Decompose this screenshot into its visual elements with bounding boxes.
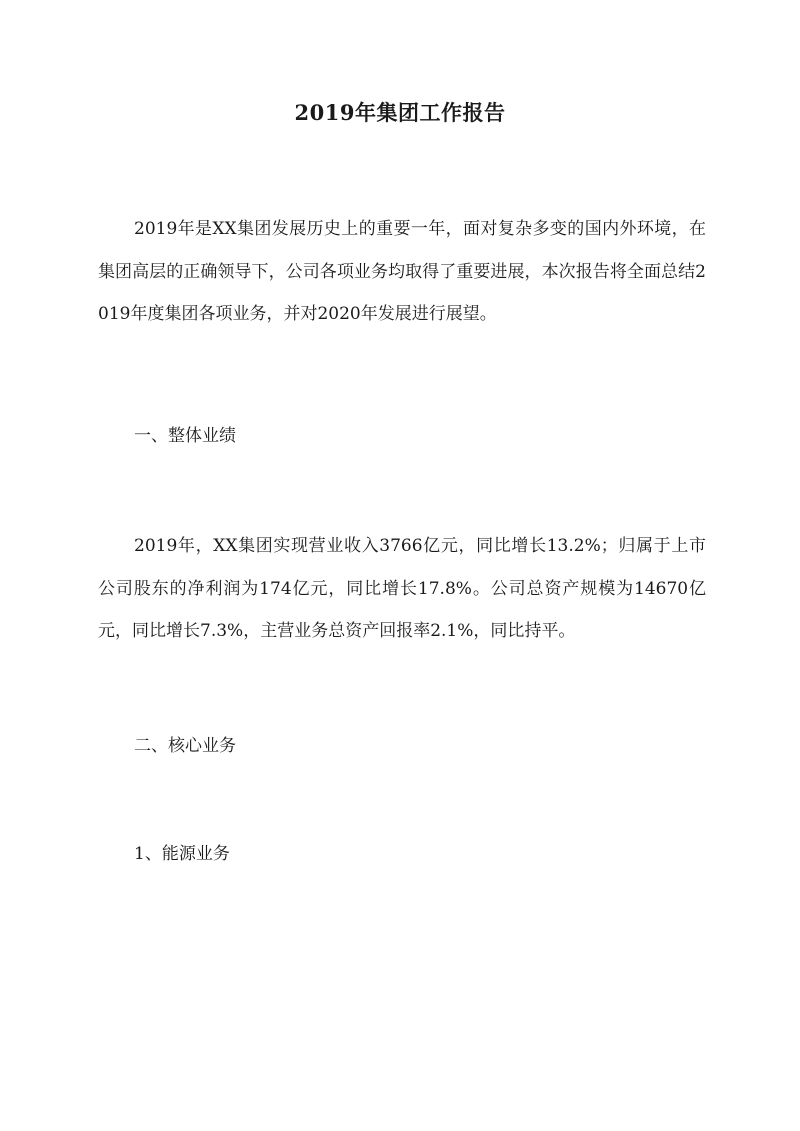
subsection-heading-energy-business: 1、能源业务 <box>134 844 230 864</box>
performance-paragraph: 2019年，XX集团实现营业收入3766亿元，同比增长13.2%；归属于上市公司股东的净利润为174亿元，同比增长17.8%。公司总资产规模为14670亿元，同比增长7.3%，主营业务总资产回报率2.1%，同比持平。 <box>98 536 706 641</box>
document-title: 2019年集团工作报告 <box>294 100 506 125</box>
intro-paragraph: 2019年是XX集团发展历史上的重要一年，面对复杂多变的国内外环境，在集团高层的正确领导下，公司各项业务均取得了重要进展，本次报告将全面总结2019年度集团各项业务，并对2020年发展进行展望。 <box>98 219 706 324</box>
section-heading-core-business: 二、核心业务 <box>134 736 236 756</box>
section-heading-overall-performance: 一、整体业绩 <box>134 426 236 446</box>
